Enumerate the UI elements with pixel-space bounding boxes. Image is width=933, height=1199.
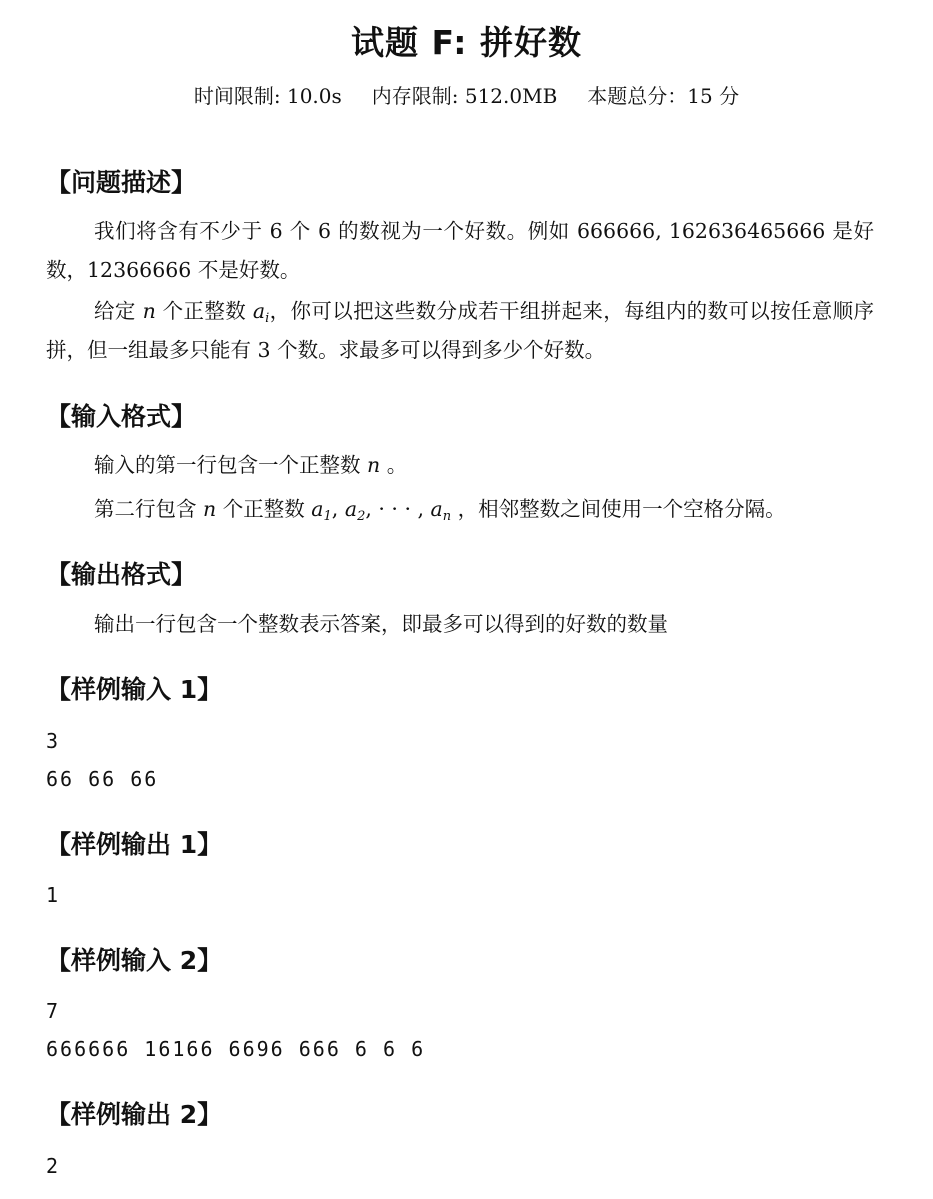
output-format-heading: 【输出格式】 bbox=[46, 560, 197, 589]
description-paragraph-1: 我们将含有不少于 6 个 6 的数视为一个好数。例如 666666, 162636465666 是好数，12366666 不是好数。 bbox=[46, 219, 874, 282]
sample-input-1-heading: 【样例输入 1】 bbox=[46, 675, 223, 704]
math-n: n bbox=[367, 453, 381, 477]
sample-input-2-heading: 【样例输入 2】 bbox=[46, 946, 223, 975]
input-format-line-1: 输入的第一行包含一个正整数 n 。 bbox=[94, 453, 408, 477]
sample-output-1-heading: 【样例输出 1】 bbox=[46, 830, 223, 859]
sample-output-2-line: 2 bbox=[46, 1154, 61, 1178]
input-format-line-2: 第二行包含 n 个正整数 $a_1$, $a_2$, · · · , $a_n$ ，相邻整数之间使用一个空格分隔。 bbox=[94, 497, 786, 524]
total-score: 本题总分：15 分 bbox=[587, 84, 740, 108]
sample-input-1-line: 3 bbox=[46, 729, 61, 753]
sample-input-1-line: 66 66 66 bbox=[46, 767, 159, 791]
math-a-1: $a_1$ bbox=[311, 497, 332, 524]
output-format-line-1: 输出一行包含一个整数表示答案，即最多可以得到的好数的数量 bbox=[94, 612, 668, 636]
input-format-heading: 【输入格式】 bbox=[46, 402, 197, 431]
math-a-n: $a_n$ bbox=[430, 497, 452, 524]
description-heading: 【问题描述】 bbox=[46, 168, 197, 197]
math-a-2: $a_2$ bbox=[344, 497, 366, 524]
sample-input-2-line: 666666 16166 6696 666 6 6 6 bbox=[46, 1037, 426, 1061]
problem-meta bbox=[0, 80, 933, 112]
memory-limit: 内存限制: 512.0MB bbox=[371, 84, 558, 108]
sample-output-2-heading: 【样例输出 2】 bbox=[46, 1100, 223, 1129]
math-n: n bbox=[142, 299, 156, 323]
math-n: n bbox=[203, 497, 217, 521]
time-limit: 时间限制: 10.0s bbox=[193, 84, 342, 108]
math-a-i: $a_i$ bbox=[252, 299, 270, 326]
sample-output-1-line: 1 bbox=[46, 883, 61, 907]
description-paragraph-2: 给定 n 个正整数 $a_i$，你可以把这些数分成若干组拼起来，每组内的数可以按任意顺序拼，但一组最多只能有 3 个数。求最多可以得到多少个好数。 bbox=[46, 299, 874, 362]
sample-input-2-line: 7 bbox=[46, 999, 61, 1023]
problem-title: 试题 F: 拼好数 bbox=[351, 23, 582, 62]
